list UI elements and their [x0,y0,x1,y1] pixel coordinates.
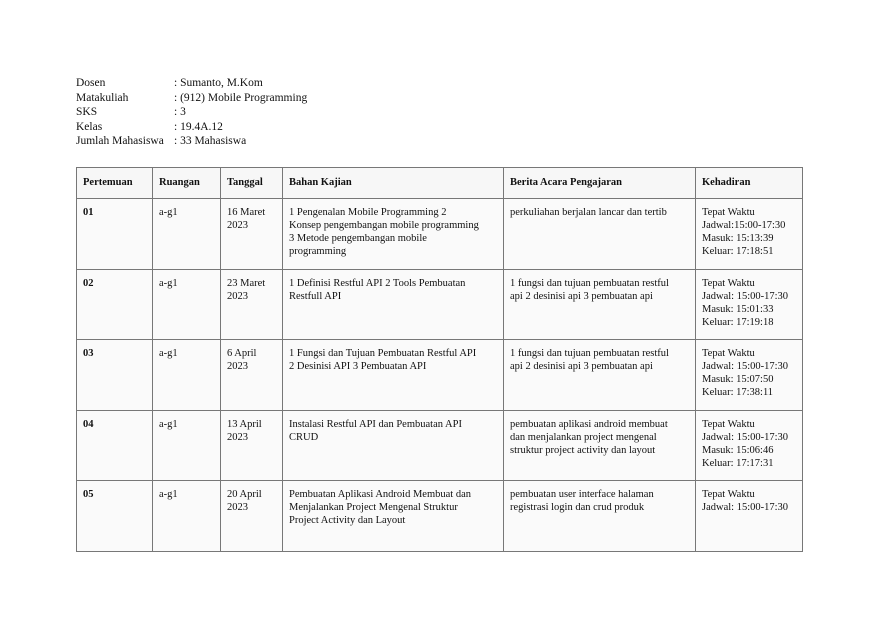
info-value: : 19.4A.12 [174,120,223,133]
cell-line: pembuatan user interface halaman [510,489,654,500]
cell-line: Jadwal: 15:00-17:30 [702,502,789,513]
cell-line: Tepat Waktu [702,348,755,359]
cell-line: Project Activity dan Layout [289,515,406,526]
table-row [77,481,803,552]
cell-tanggal [221,481,283,552]
info-label: Dosen [76,77,106,89]
table-row [77,410,803,481]
cell-line: Pembuatan Aplikasi Android Membuat dan [289,489,471,500]
cell-bahan-kajian [283,481,504,552]
cell-line: 1 Fungsi dan Tujuan Pembuatan Restful API [289,348,477,359]
cell-line: 13 April [227,418,262,430]
table-body [77,199,803,552]
cell-tanggal [221,269,283,340]
cell-line: Keluar: 17:19:18 [702,316,774,328]
cell-kehadiran [696,199,803,270]
cell-kehadiran [696,269,803,340]
cell-line: Masuk: 15:07:50 [702,374,774,385]
cell-line: Tepat Waktu [702,207,755,218]
info-value: : 33 Mahasiswa [174,135,247,147]
attendance-table [76,167,803,552]
cell-line: 23 Maret [227,277,266,289]
info-value: : (912) Mobile Programming [174,91,308,104]
cell-berita-acara [504,481,696,552]
cell-line: Masuk: 15:13:39 [702,233,774,244]
table-row [77,199,803,270]
table-header-row [77,168,803,199]
cell-bahan-kajian [283,199,504,270]
cell-pertemuan: 02 [77,269,153,340]
cell-line: Tepat Waktu [702,489,755,500]
cell-line: struktur project activity dan layout [510,444,656,456]
cell-line: pembuatan aplikasi android membuat [510,418,668,430]
cell-line: 6 April [227,348,257,359]
cell-line: Konsep pengembangan mobile programming [289,220,479,231]
cell-tanggal [221,199,283,270]
cell-tanggal [221,340,283,411]
info-value: : 3 [174,106,186,118]
cell-line: Restfull API [289,290,342,302]
info-label: Kelas [76,120,103,133]
cell-pertemuan: 04 [77,410,153,481]
table-row [77,269,803,340]
info-row-matakuliah [76,91,307,106]
cell-line: 1 fungsi dan tujuan pembuatan restful [510,348,669,359]
table-row [77,340,803,411]
cell-line: 1 Definisi Restful API 2 Tools Pembuatan [289,277,466,289]
cell-line: 2023 [227,431,248,443]
header-pertemuan: Pertemuan [77,168,153,199]
cell-line: Instalasi Restful API dan Pembuatan API [289,418,462,430]
cell-berita-acara [504,410,696,481]
cell-line: Keluar: 17:38:11 [702,387,774,398]
cell-line: Jadwal:15:00-17:30 [702,220,786,231]
cell-line: Masuk: 15:06:46 [702,444,774,456]
cell-line: 2 Desinisi API 3 Pembuatan API [289,361,427,372]
cell-pertemuan: 03 [77,340,153,411]
cell-line: 2023 [227,361,248,372]
cell-line: perkuliahan berjalan lancar dan tertib [510,207,667,218]
header-bahan-kajian: Bahan Kajian [283,168,504,199]
info-label: Matakuliah [76,91,129,104]
cell-ruangan: a-g1 [153,340,221,411]
info-label: SKS [76,106,98,118]
cell-line: 1 Pengenalan Mobile Programming 2 [289,207,447,218]
cell-line: programming [289,246,347,257]
cell-line: Keluar: 17:18:51 [702,246,774,257]
cell-ruangan: a-g1 [153,199,221,270]
cell-line: Keluar: 17:17:31 [702,457,774,469]
header-tanggal: Tanggal [221,168,283,199]
cell-ruangan: a-g1 [153,481,221,552]
cell-line: 1 fungsi dan tujuan pembuatan restful [510,277,669,289]
header-ruangan: Ruangan [153,168,221,199]
cell-kehadiran [696,481,803,552]
cell-kehadiran [696,410,803,481]
cell-line: Jadwal: 15:00-17:30 [702,431,789,443]
info-row-kelas [76,120,307,135]
cell-line: Masuk: 15:01:33 [702,303,774,315]
info-value: : Sumanto, M.Kom [174,77,263,89]
cell-line: registrasi login dan crud produk [510,502,645,513]
cell-line: Jadwal: 15:00-17:30 [702,361,789,372]
cell-berita-acara [504,340,696,411]
cell-line: Tepat Waktu [702,277,755,289]
cell-berita-acara [504,199,696,270]
cell-line: 20 April [227,489,262,500]
cell-line: Jadwal: 15:00-17:30 [702,290,789,302]
info-row-jumlah-mahasiswa [76,134,307,149]
cell-tanggal [221,410,283,481]
cell-bahan-kajian [283,340,504,411]
info-row-sks [76,105,307,120]
cell-line: api 2 desinisi api 3 pembuatan api [510,361,653,372]
cell-ruangan: a-g1 [153,269,221,340]
cell-line: 3 Metode pengembangan mobile [289,233,427,244]
cell-berita-acara [504,269,696,340]
cell-ruangan: a-g1 [153,410,221,481]
cell-line: api 2 desinisi api 3 pembuatan api [510,290,653,302]
cell-line: Tepat Waktu [702,418,755,430]
cell-line: 2023 [227,220,248,231]
cell-kehadiran [696,340,803,411]
cell-pertemuan: 01 [77,199,153,270]
cell-line: 2023 [227,502,248,513]
cell-line: 16 Maret [227,207,266,218]
cell-bahan-kajian [283,410,504,481]
header-berita-acara: Berita Acara Pengajaran [504,168,696,199]
cell-line: 2023 [227,290,248,302]
cell-line: Menjalankan Project Mengenal Struktur [289,502,458,513]
info-label: Jumlah Mahasiswa [76,135,164,147]
cell-line: dan menjalankan project mengenal [510,431,657,443]
info-row-dosen [76,76,307,91]
cell-line: CRUD [289,431,319,443]
cell-bahan-kajian [283,269,504,340]
course-info [76,76,307,149]
header-kehadiran: Kehadiran [696,168,803,199]
cell-pertemuan: 05 [77,481,153,552]
